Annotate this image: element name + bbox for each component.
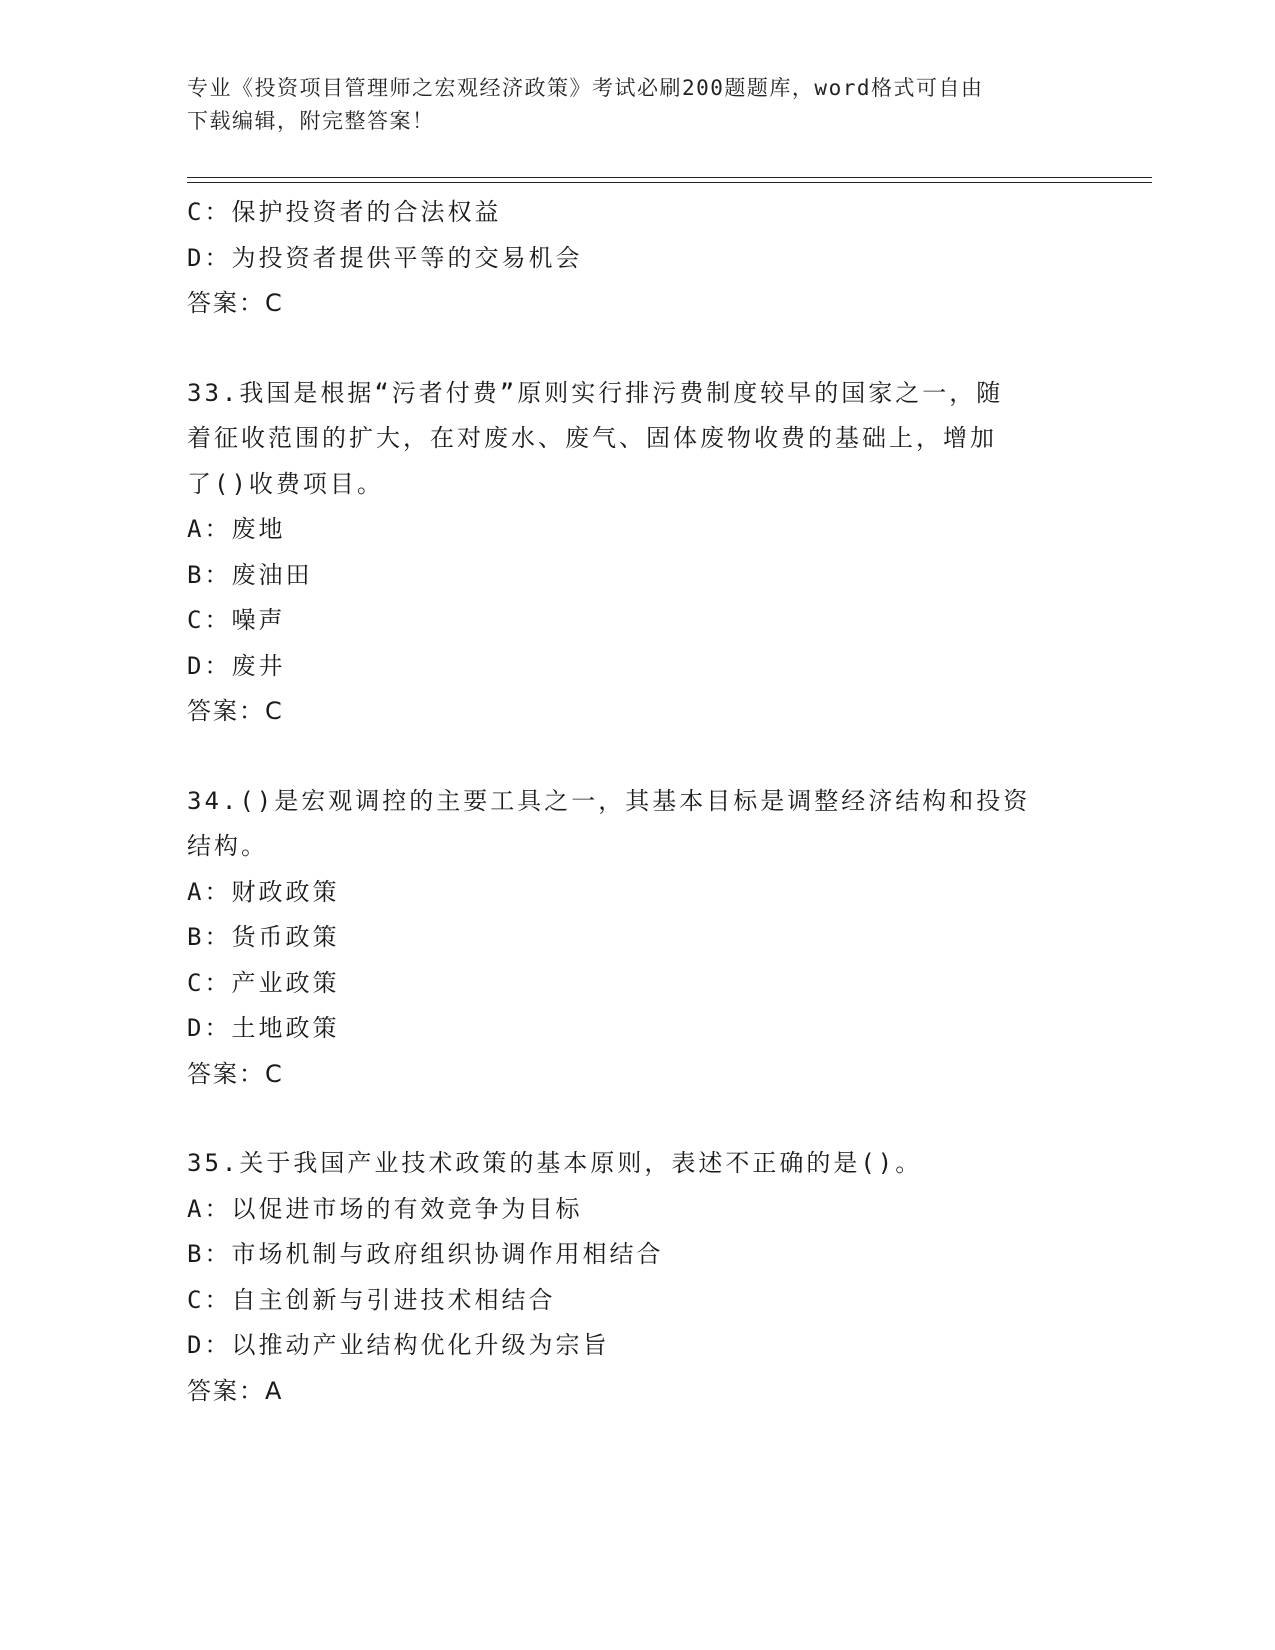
question-stem-line: 结构。 xyxy=(187,832,268,860)
option-c: C：自主创新与引进技术相结合 xyxy=(187,1285,556,1314)
spacer xyxy=(187,327,1077,371)
question-block-33 xyxy=(187,371,1077,735)
answer-line: 答案：A xyxy=(187,1376,284,1405)
question-stem-line: 35.关于我国产业技术政策的基本原则，表述不正确的是()。 xyxy=(187,1149,923,1177)
option-c: C：噪声 xyxy=(187,606,286,634)
option-line: D：为投资者提供平等的交易机会 xyxy=(187,243,583,272)
question-stem-line: 33.我国是根据“污者付费”原则实行排污费制度较早的国家之一，随 xyxy=(187,378,1004,407)
option-a: A：以促进市场的有效竞争为目标 xyxy=(187,1194,583,1223)
question-block-34 xyxy=(187,779,1077,1098)
question-content xyxy=(187,190,1077,1414)
option-c: C：产业政策 xyxy=(187,968,340,997)
option-a: A：废地 xyxy=(187,515,286,543)
header-line-1: 专业《投资项目管理师之宏观经济政策》考试必刷200题题库，word格式可自由 xyxy=(187,76,984,100)
option-d: D：以推动产业结构优化升级为宗旨 xyxy=(187,1331,610,1359)
answer-line: 答案：C xyxy=(187,289,284,317)
spacer xyxy=(187,735,1077,779)
header-rule-top xyxy=(187,177,1152,178)
question-stem-line: 着征收范围的扩大，在对废水、废气、固体废物收费的基础上，增加 xyxy=(187,424,997,452)
option-a: A：财政政策 xyxy=(187,877,340,906)
option-d: D：废井 xyxy=(187,651,286,680)
answer-line: 答案：C xyxy=(187,697,284,725)
question-stem-line: 了()收费项目。 xyxy=(187,469,384,498)
option-b: B：市场机制与政府组织协调作用相结合 xyxy=(187,1240,664,1268)
spacer xyxy=(187,1097,1077,1141)
question-stem-line: 34.()是宏观调控的主要工具之一，其基本目标是调整经济结构和投资 xyxy=(187,786,1031,815)
option-b: B：货币政策 xyxy=(187,923,340,951)
document-header xyxy=(187,72,1067,138)
answer-line: 答案：C xyxy=(187,1059,284,1088)
question-block-35 xyxy=(187,1141,1077,1414)
option-b: B：废油田 xyxy=(187,560,313,589)
option-line: C：保护投资者的合法权益 xyxy=(187,198,502,226)
header-line-2: 下载编辑，附完整答案！ xyxy=(187,109,435,133)
option-d: D：土地政策 xyxy=(187,1014,340,1042)
header-rule-bottom xyxy=(187,182,1152,183)
